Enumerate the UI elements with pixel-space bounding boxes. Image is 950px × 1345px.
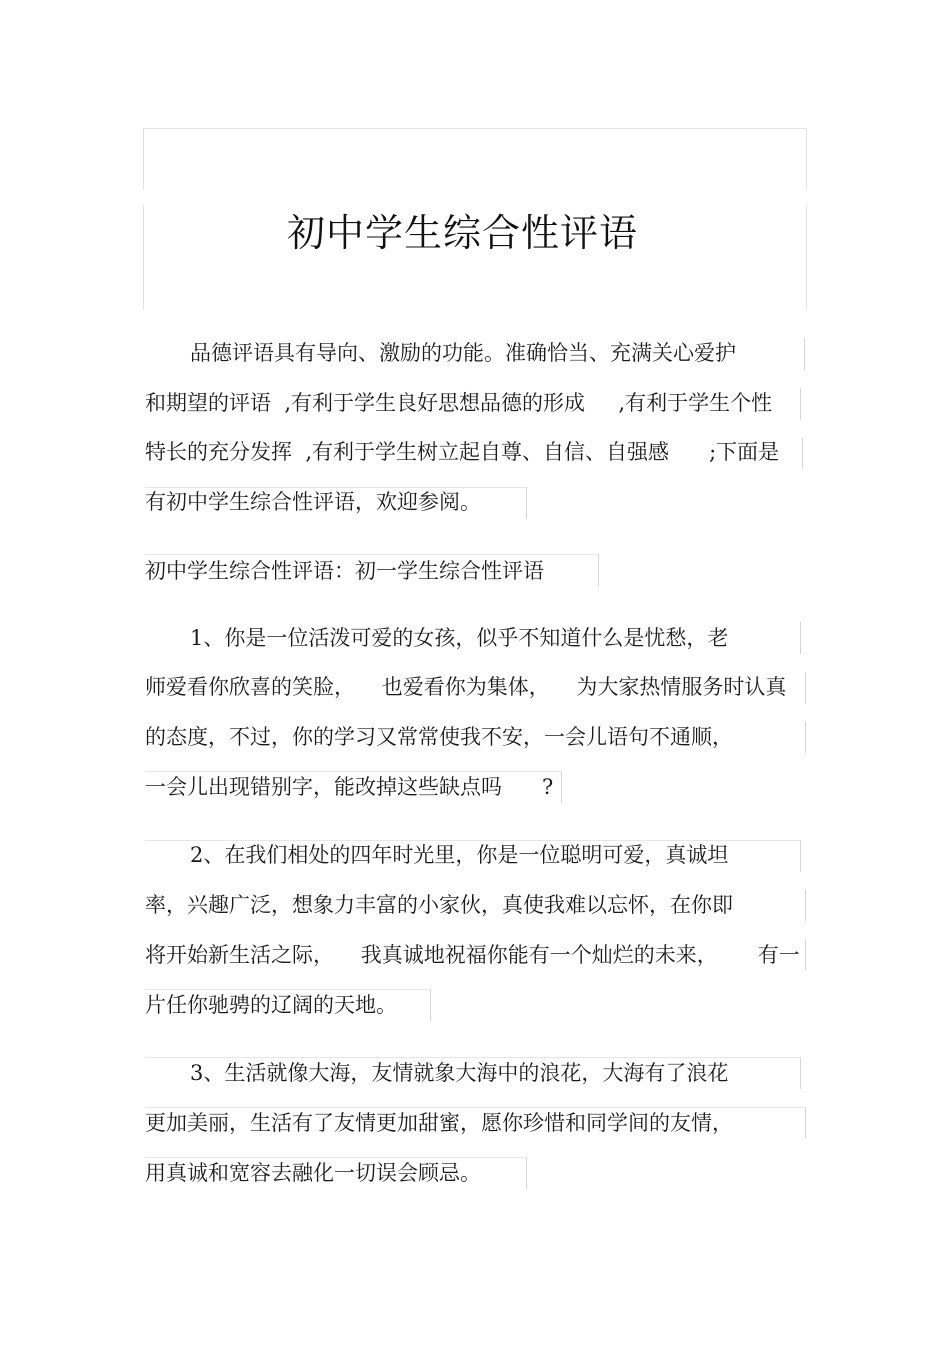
section-heading: 初中学生综合性评语：初一学生综合性评语 — [145, 559, 544, 583]
intro-line-4: 有初中学生综合性评语，欢迎参阅。 — [145, 490, 481, 514]
title-frame-left — [143, 128, 144, 190]
item-2-line-2: 率，兴趣广泛，想象力丰富的小家伙，真使我难以忘怀，在你即 — [145, 893, 733, 917]
title-frame-right-lower — [806, 205, 807, 310]
intro-line-3: 特长的充分发挥 ,有利于学生树立起自尊、自信、自强感 ;下面是 — [145, 440, 780, 464]
item-1-line-4: 一会儿出现错别字，能改掉这些缺点吗 ? — [145, 775, 554, 799]
item-2-line-1: 2、在我们相处的四年时光里，你是一位聪明可爱，真诚坦 — [190, 843, 729, 867]
title-frame-right-upper — [806, 128, 807, 190]
item-1-line-2: 师爱看你欣喜的笑脸， 也爱看你为集体， 为大家热情服务时认真 — [145, 675, 787, 699]
item-2-line-3: 将开始新生活之际， 我真诚地祝福你能有一个灿烂的未来， 有一 — [145, 943, 800, 967]
title-frame-top — [143, 128, 807, 129]
page-title: 初中学生综合性评语 — [286, 211, 638, 255]
item-1-line-1: 1、你是一位活泼可爱的女孩，似乎不知道什么是忧愁，老 — [190, 626, 729, 650]
intro-line-1: 品德评语具有导向、激励的功能。准确恰当、充满关心爱护 — [190, 341, 736, 365]
item-3-line-2: 更加美丽，生活有了友情更加甜蜜，愿你珍惜和同学间的友情， — [145, 1111, 733, 1135]
intro-line-2: 和期望的评语 ,有利于学生良好思想品德的形成 ,有利于学生个性 — [145, 391, 773, 415]
title-frame-left-lower — [143, 205, 144, 310]
item-3-line-1: 3、生活就像大海，友情就象大海中的浪花，大海有了浪花 — [190, 1061, 729, 1085]
item-1-line-3: 的态度，不过，你的学习又常常使我不安，一会儿语句不通顺， — [145, 725, 733, 749]
item-2-line-4: 片任你驰骋的辽阔的天地。 — [145, 993, 397, 1017]
item-3-line-3: 用真诚和宽容去融化一切误会顾忌。 — [145, 1161, 481, 1185]
